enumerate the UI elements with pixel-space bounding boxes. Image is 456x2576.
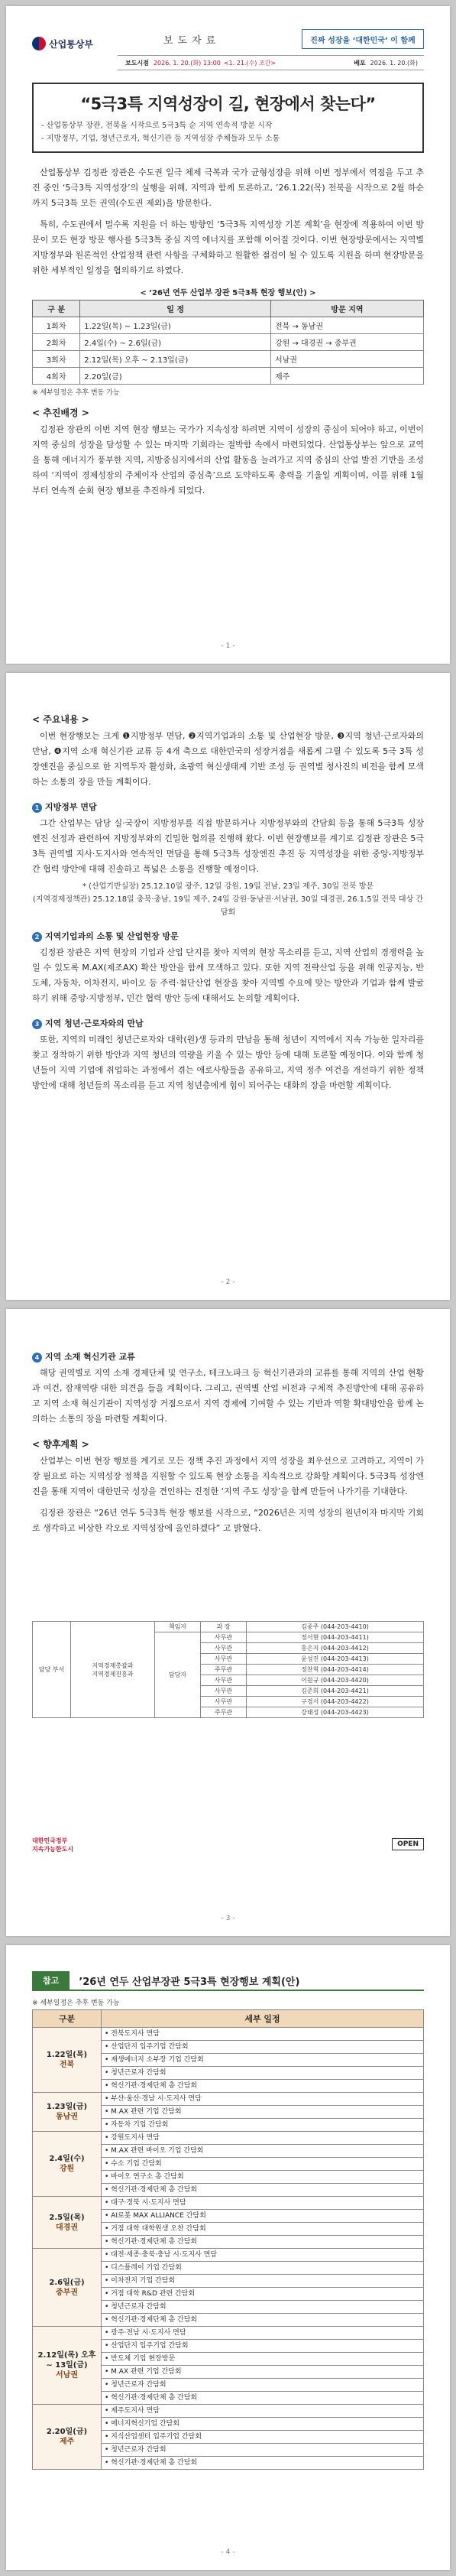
- schedule-day-cell: [33, 2028, 102, 2093]
- page2-body: [32, 707, 424, 1093]
- schedule-item-text: 이차전지 기업 간담회: [111, 2277, 176, 2285]
- background-paragraph: 김정관 장관의 이번 지역 현장 행보는 국가가 지속성장 하려면 지역이 성장의 중심이 되어야 하고, 이번이 지역 중심의 성장을 담성할 수 있는 마지막 기회라는 절박함 속에서 마련되었다. 산업통상부는 앞으로 교역을 통해 에너지가 풍부한 지역, 지방중심지에서의 산업 활동을 늘려가고 지역 중심의 산업 발전 기반을 조성하여 ‘지역이 경제성장의 주체이자 산업의 중심축’으로 도약하도록 총력을 기울일 계획이며, 이를 위해 1월부터 연속적 순회 현장 행보를 추진하게 되었다.: [32, 424, 424, 495]
- headline: “5극3특 지역성장이 길, 현장에서 찾는다”: [80, 95, 376, 113]
- schedule-item: [102, 2301, 424, 2314]
- schedule-item-text: 바이오 연구소 총 간담회: [111, 2173, 184, 2181]
- schedule-day-cell: [33, 2093, 102, 2132]
- open-license-badge: OPEN: [392, 1838, 424, 1850]
- item-1-title-text: 지방정부 면담: [45, 802, 97, 812]
- schedule-item: [102, 2041, 424, 2054]
- schedule-item-text: 청년근로자 간담회: [111, 2381, 167, 2389]
- position: 사무관: [201, 1632, 247, 1643]
- position: 사무관: [201, 1675, 247, 1686]
- page-number: - 3 -: [221, 1915, 235, 1922]
- schedule-item-text: 제주도지사 면담: [111, 2407, 160, 2415]
- cell: 2.20일(금): [80, 368, 271, 385]
- table-row: [33, 317, 424, 334]
- dept-name: 지역경제총괄과 지역경제진흥과: [71, 1622, 155, 1718]
- cell: 1회차: [33, 317, 80, 334]
- item-3-title: [32, 1017, 424, 1029]
- person: 홍은지 (044-203-4412): [247, 1643, 424, 1654]
- role-label: 책임자: [155, 1622, 201, 1632]
- schedule-item: [102, 2197, 424, 2210]
- intro-paragraph-2: 특히, 수도권에서 멀수록 지원을 더 하는 방향인 ‘5극3특 지역성장 기본 계획’을 현장에 적용하여 이번 방문이 모든 현장 방문 행사를 5극3특 중심 지역 에너지를 포함해 이어질 것이다. 이번 현장방문에서는 지역별 지방정부와 원론적인 산업정책 관련 사항을 구체화하고 원활한 점검이 될 수 있도록 지원을 하며 현장방문을 위한 세부적인 일정을 협의하기로 하였다.: [32, 219, 424, 275]
- schedule-date: 2.20일(금): [46, 2428, 88, 2436]
- bullet-icon: •: [105, 2121, 112, 2129]
- taegeuk-icon: [32, 37, 46, 50]
- subtitle-2: - 지방정부, 기업, 청년근로자, 혁신기관 등 지역성장 주체들과 모두 소통: [41, 135, 280, 143]
- schedule-item: [102, 2340, 424, 2353]
- bullet-icon: •: [105, 2394, 112, 2402]
- subtitle-1: - 산업통상부 장관, 전북을 시작으로 5극3특 순 지역 연속적 방문 시작: [41, 122, 273, 130]
- cell: 제주: [270, 368, 423, 385]
- bullet-icon: •: [105, 2459, 112, 2467]
- schedule-item: [102, 2106, 424, 2119]
- bullet-icon: •: [105, 2277, 112, 2285]
- schedule-item-text: 전북도지사 면담: [111, 2030, 160, 2038]
- page-number: - 2 -: [221, 1278, 235, 1286]
- schedule-item: [102, 2431, 424, 2444]
- schedule-item-text: 혁신기관·경제단체 총 간담회: [111, 2082, 198, 2090]
- distribution-label: 배포: [354, 59, 366, 67]
- th-category: 구 분: [33, 300, 80, 317]
- schedule-day-cell: [33, 2405, 102, 2470]
- schedule-item-text: M.AX 관련 기업 간담회: [111, 2368, 182, 2376]
- schedule-day-cell: [33, 2327, 102, 2405]
- press-header: [32, 29, 424, 72]
- item-4-body: 해당 권역별로 지역 소재 경제단체 및 연구소, 테크노파크 등 혁신기관과의 교류를 통해 지역의 산업 현황과 여건, 잠재역량 대한 의견을 들을 계획이다. 그리고, 권역별 산업 비전과 구체적 추진방안에 대해 공유하고 지역 소재 혁신기관이 지역성장 거점으로서 지역 경제에 기여할 수 있는 기반과 역할 확대방안을 함께 논의하는 소통의 장을 마련할 계획이다.: [32, 1368, 424, 1424]
- th-region: 방문 지역: [270, 300, 423, 317]
- position: 주무관: [201, 1665, 247, 1675]
- schedule-item: [102, 2418, 424, 2431]
- item-1-body: 그간 산업부는 담당 실·국장이 지방정부를 직접 방문하거나 지방정부와의 간담회 등을 통해 5극3특 성장엔진 선정과 관련하여 지방정부와의 긴밀한 협의를 진행해 왔다. 이번 현장행보를 계기로 김정관 장관은 5극3특 권역별 지사·도지사와 연속적인 면담을 통해 5극3특 성장엔진 추진 등 지역성장을 위한 중앙-지방정부 간 협력 방안에 대해 진솔하고 폭넓은 소통을 진행할 예정이다.: [32, 818, 424, 874]
- table-row: [33, 2028, 424, 2041]
- position: 과 장: [201, 1622, 247, 1632]
- bullet-icon: •: [105, 2251, 112, 2259]
- bullet-icon: •: [105, 2420, 112, 2428]
- section-plan-title: < 향후계획 >: [32, 1439, 89, 1450]
- person: 김준희 (044-203-4421): [247, 1686, 424, 1697]
- schedule-region: 동남권: [56, 2113, 78, 2121]
- schedule-item-text: 강원도지사 면담: [111, 2134, 160, 2142]
- bullet-icon: •: [105, 2446, 112, 2454]
- release-time-sub: <1. 21.(수) 조간>: [223, 59, 277, 67]
- schedule-item: [102, 2405, 424, 2418]
- schedule-item-text: 재생에너지 소부장 기업 간담회: [111, 2056, 204, 2064]
- schedule-item-text: 청년근로자 간담회: [111, 2069, 167, 2077]
- reference-title: ’26년 연두 산업부장관 5극3특 현장행보 계획(안): [79, 1976, 300, 1988]
- schedule-date: 2.12일(목) 오후 ~ 13일(금): [37, 2351, 96, 2370]
- schedule-day-cell: [33, 2249, 102, 2327]
- schedule-item: [102, 2119, 424, 2132]
- bullet-icon: •: [105, 2173, 112, 2181]
- bullet-icon: •: [105, 2082, 112, 2090]
- number-badge-icon: 1: [32, 803, 42, 813]
- bullet-icon: •: [105, 2368, 112, 2376]
- schedule-item-text: 대구·경북 시·도지사 면담: [111, 2199, 186, 2207]
- schedule-item-text: 지식산업센터 입주기업 간담회: [111, 2433, 202, 2441]
- schedule-day-cell: [33, 2132, 102, 2197]
- cell: 3회차: [33, 351, 80, 368]
- reference-table-wrap: [32, 2009, 424, 2470]
- number-badge-icon: 4: [32, 1353, 42, 1363]
- gov-brand-logo: 대한민국정부 지속가능한도시: [32, 1837, 74, 1853]
- bullet-icon: •: [105, 2030, 112, 2038]
- schedule-item: [102, 2288, 424, 2301]
- item-2-title: [32, 930, 424, 942]
- item-1-schedule-note: * (산업기반실장) 25.12.10일 광주, 12일 강원, 19일 전남, 23일 제주, 30일 전북 방문 (지역경제정책관) 25.12.18일 충북·충남, 19일 제주, 24일 강원·동남권·서남권, 30일 대경권, 26.1.5일 전북 대상 간담회: [32, 882, 424, 917]
- bullet-icon: •: [105, 2095, 112, 2103]
- cell: 강원 → 대경권 → 중부권: [270, 334, 423, 351]
- schedule-item: [102, 2236, 424, 2249]
- person: 구경서 (044-203-4422): [247, 1697, 424, 1707]
- schedule-region: 중부권: [56, 2288, 78, 2297]
- release-meta: [118, 55, 424, 70]
- cell: 1.22일(목) ~ 1.23일(금): [80, 317, 271, 334]
- schedule-date: 2.6일(금): [49, 2278, 85, 2287]
- schedule-region: 대경권: [56, 2223, 78, 2232]
- bullet-icon: •: [105, 2225, 112, 2233]
- bullet-icon: •: [105, 2186, 112, 2194]
- table-row: [33, 2327, 424, 2340]
- bullet-icon: •: [105, 2433, 112, 2441]
- plan-paragraph-2: 김정관 장관은 “26년 연두 5극3특 현장 행보를 시작으로, “2026년은 지역 성장의 원년이자 마지막 기회로 생각하고 비상한 각오로 지역성장에 올인하겠다” 고 밝혔다.: [32, 1508, 424, 1533]
- schedule-item-text: 산업단지 입주기업 간담회: [111, 2342, 189, 2350]
- schedule-item-text: 혁신기관·경제단체 총 간담회: [111, 2238, 198, 2246]
- person: 이원규 (044-203-4420): [247, 1675, 424, 1686]
- schedule-date: 1.23일(금): [46, 2103, 88, 2111]
- bullet-icon: •: [105, 2069, 112, 2077]
- schedule-item: [102, 2028, 424, 2041]
- role-label: 담당자: [155, 1632, 201, 1718]
- footer-logos: [32, 1837, 424, 1860]
- schedule-item: [102, 2366, 424, 2379]
- schedule-item-text: 디스플레이 기업 간담회: [111, 2264, 182, 2272]
- schedule-item: [102, 2353, 424, 2366]
- position: 사무관: [201, 1654, 247, 1665]
- plan-paragraph-1: 산업부는 이번 현장 행보를 계기로 모든 정책 추진 과정에서 지역 성장을 최우선으로 고려하고, 지역이 가장 필요로 하는 지역성장 정책을 지원할 수 있도록 현장 소통을 지속적으로 강화할 계획이다. 5극3특 성장엔진을 통해 지역이 대한민국 성장을 견인하는 진정한 ‘지역 주도 성장’을 함께 만들어 나가기를 기대한다.: [32, 1456, 424, 1496]
- th-schedule: 일 정: [80, 300, 271, 317]
- bullet-icon: •: [105, 2043, 112, 2051]
- item-3-body: 또한, 지역의 미래인 청년근로자와 대학(원)생 등과의 만남을 통해 청년이 지역에서 지속 가능한 일자리를 찾고 정착하기 위한 방안과 지역 청년의 역량을 키울 수 있는 방안 등에 대해 토론할 예정이다. 이와 함께 청년들이 지역 기업에 취업하는 과정에서 겪는 애로사항들을 공유하고, 지역 정주 여건을 개선하기 위한 정책 방안에 대해 청년들의 목소리를 듣고 지역 청년층에게 힘이 되어주는 대화의 장을 마련할 계획이다.: [32, 1035, 424, 1090]
- bullet-icon: •: [105, 2264, 112, 2272]
- schedule-table: [32, 300, 424, 385]
- reference-header: [32, 1971, 424, 1991]
- headline-box: [32, 83, 424, 153]
- item-2-title-text: 지역기업과의 소통 및 산업현장 방문: [45, 931, 179, 941]
- schedule-item: [102, 2145, 424, 2158]
- table-row: [33, 351, 424, 368]
- schedule-item-text: 거점 대학 R&D 관련 간담회: [111, 2290, 196, 2298]
- slogan-banner: 진짜 성장을 ‘대한민국’ 이 함께: [302, 29, 424, 49]
- schedule-table-caption: < ’26년 연두 산업부 장관 5극3특 현장 행보(안) >: [140, 289, 316, 297]
- schedule-item-text: M.AX 관련 기업 간담회: [111, 2108, 182, 2116]
- bullet-icon: •: [105, 2316, 112, 2324]
- bullet-icon: •: [105, 2212, 112, 2220]
- schedule-item-text: 반도체 기업 현장방문: [111, 2355, 176, 2363]
- schedule-item-text: AI로봇 MAX ALLIANCE 간담회: [111, 2212, 206, 2220]
- bullet-icon: •: [105, 2355, 112, 2363]
- table-row: [33, 2405, 424, 2418]
- schedule-item: [102, 2184, 424, 2197]
- table-row: [33, 2093, 424, 2106]
- schedule-item-text: 혁신기관·경제단체 총 간담회: [111, 2394, 198, 2402]
- schedule-day-cell: [33, 2197, 102, 2249]
- schedule-item: [102, 2275, 424, 2288]
- number-badge-icon: 2: [32, 932, 42, 942]
- detailed-schedule-table: [32, 2009, 424, 2470]
- table-row: [33, 2132, 424, 2145]
- schedule-date: 2.5일(목): [49, 2213, 85, 2222]
- doc-kind: 보도자료: [163, 35, 221, 47]
- schedule-item-text: 혁신기관·경제단체 총 간담회: [111, 2316, 198, 2324]
- schedule-item-text: 혁신기관·경제단체 총 간담회: [111, 2186, 198, 2194]
- schedule-item: [102, 2158, 424, 2171]
- person: 윤성진 (044-203-4413): [247, 1654, 424, 1665]
- table-note: ※ 세부일정은 추후 변동 가능: [32, 389, 120, 397]
- table-row: [33, 334, 424, 351]
- schedule-item: [102, 2262, 424, 2275]
- schedule-region: 서남권: [56, 2371, 78, 2379]
- table-row: [33, 2249, 424, 2262]
- cell: 2.4일(수) ~ 2.6일(금): [80, 334, 271, 351]
- schedule-region: 강원: [59, 2165, 75, 2173]
- bullet-icon: •: [105, 2108, 112, 2116]
- schedule-item-text: 대전·세종·충북·충남 시·도지사 면담: [111, 2251, 218, 2259]
- schedule-item-text: 산업단지 입주기업 간담회: [111, 2043, 189, 2051]
- schedule-item: [102, 2392, 424, 2405]
- position: 주무관: [201, 1707, 247, 1718]
- item-4-title-text: 지역 소재 혁신기관 교류: [45, 1352, 135, 1362]
- bullet-icon: •: [105, 2329, 112, 2337]
- schedule-item-text: 광주·전남 시·도지사 면담: [111, 2329, 186, 2337]
- bullet-icon: •: [105, 2381, 112, 2389]
- cell: 4회차: [33, 368, 80, 385]
- schedule-item: [102, 2249, 424, 2262]
- bullet-icon: •: [105, 2147, 112, 2155]
- main-intro-paragraph: 이번 현장행보는 크게 ❶지방정부 면담, ❷지역기업과의 소통 및 산업현장 방문, ❸지역 청년·근로자와의 만남, ❹지역 소재 혁신기관 교류 등 4개 축으로 대한민국의 성장거점을 새롭게 그릴 수 있도록 5극 3특 성장엔진을 중심으로 한 지역투자 활성화, 초광역 혁신생태계 기반 조성 등 권역별 청사진의 비전을 함께 모색하는 소통의 장을 만들 계획이다.: [32, 731, 424, 787]
- schedule-item: [102, 2223, 424, 2236]
- item-3-title-text: 지역 청년·근로자와의 만남: [45, 1018, 144, 1028]
- position: 사무관: [201, 1643, 247, 1654]
- ministry-logo: [32, 34, 118, 54]
- release-time-value: 2026. 1. 20.(화) 13:00: [153, 59, 221, 67]
- bullet-icon: •: [105, 2303, 112, 2311]
- person: 정서현 (044-203-4411): [247, 1632, 424, 1643]
- page-2: [6, 673, 450, 1300]
- schedule-item-text: 수소 기업 간담회: [111, 2160, 162, 2168]
- dept-label: 담당 부서: [33, 1622, 71, 1718]
- position: 사무관: [201, 1697, 247, 1707]
- bullet-icon: •: [105, 2199, 112, 2207]
- schedule-item-text: 청년근로자 간담회: [111, 2303, 167, 2311]
- number-badge-icon: 3: [32, 1019, 42, 1029]
- page3-body: [32, 1343, 424, 1536]
- release-time-label: 보도시점: [125, 59, 149, 67]
- th-details: 세부 일정: [102, 2010, 424, 2028]
- page-3: [6, 1309, 450, 1936]
- item-4-title: [32, 1350, 424, 1363]
- item-2-body: 김정관 장관은 지역 현장의 기업과 산업 단지를 찾아 지역의 현장 목소리를 듣고, 지역 산업의 경쟁력을 높일 수 있도록 M.AX(제조AX) 확산 방안을 함께 모색하고 있다. 또한 지역 전략산업 등을 위해 인공지능, 반도체, 자동차, 이차전지, 바이오 등 주력·첨단산업 현장을 찾아 지역별 수요에 맞는 방안과 기업과 함께 발굴하기 위해 중앙·지방정부, 민간 협력 방안 등에 대해서도 논의할 계획이다.: [32, 947, 424, 1003]
- person: 정찬혁 (044-203-4414): [247, 1665, 424, 1675]
- schedule-item: [102, 2080, 424, 2093]
- th-category: 구분: [33, 2010, 102, 2028]
- schedule-item: [102, 2210, 424, 2223]
- schedule-date: 1.22일(목): [46, 2051, 88, 2059]
- page-1: [6, 6, 450, 664]
- table-row: [33, 2197, 424, 2210]
- schedule-item-text: 자동차 기업 간담회: [111, 2121, 169, 2129]
- person: 강태성 (044-203-4423): [247, 1707, 424, 1718]
- section-background-title: < 추진배경 >: [32, 408, 89, 418]
- schedule-item-text: 에너지혁신기업 간담회: [111, 2420, 179, 2428]
- intro-paragraph-1: 산업통상부 김정관 장관은 수도권 일극 체제 극복과 국가 균형성장을 위해 이번 정부에서 역점을 두고 추진 중인 ‘5극3특 지역성장’의 실행을 위해, 지역과 함께 토론하고, ’26.1.22(목) 전북을 시작으로 2월 하순까지 5극3특 모든 권역(수도권 제외)을 방문한다.: [32, 167, 424, 208]
- section-main-title: < 주요내용 >: [32, 714, 89, 725]
- schedule-region: 전북: [59, 2061, 75, 2069]
- schedule-item-text: 부산·울산·경남 시·도지사 면담: [111, 2095, 202, 2103]
- schedule-item: [102, 2314, 424, 2327]
- position: 사무관: [201, 1686, 247, 1697]
- contact-table: [32, 1621, 424, 1718]
- reference-tag: 참고: [32, 1971, 70, 1990]
- schedule-item: [102, 2093, 424, 2106]
- page1-body: [32, 165, 424, 499]
- bullet-icon: •: [105, 2056, 112, 2064]
- schedule-item: [102, 2379, 424, 2392]
- schedule-region: 제주: [59, 2438, 75, 2446]
- schedule-item: [102, 2327, 424, 2340]
- bullet-icon: •: [105, 2342, 112, 2350]
- bullet-icon: •: [105, 2134, 112, 2142]
- reference-note: ※ 세부일정은 추후 변동 가능: [32, 1999, 120, 2007]
- page-number: - 4 -: [221, 2548, 235, 2556]
- bullet-icon: •: [105, 2160, 112, 2168]
- cell: 2.12일(목) 오후 ~ 2.13일(금): [80, 351, 271, 368]
- cell: 서남권: [270, 351, 423, 368]
- contact-table-wrap: [32, 1621, 424, 1718]
- schedule-item: [102, 2444, 424, 2457]
- schedule-date: 2.4일(수): [49, 2155, 85, 2163]
- bullet-icon: •: [105, 2238, 112, 2246]
- distribution-value: 2026. 1. 20.(화): [370, 59, 418, 67]
- logo-text: 산업통상부: [49, 38, 93, 50]
- table-row: [33, 1622, 424, 1632]
- schedule-item: [102, 2457, 424, 2470]
- schedule-item: [102, 2067, 424, 2080]
- page-number: - 1 -: [221, 642, 235, 650]
- schedule-item: [102, 2171, 424, 2184]
- table-row: [33, 368, 424, 385]
- cell: 2회차: [33, 334, 80, 351]
- page-4: [6, 1945, 450, 2570]
- schedule-item-text: 거점 대학 대학원생 오찬 간담회: [111, 2225, 206, 2233]
- cell: 전북 → 동남권: [270, 317, 423, 334]
- person: 김종주 (044-203-4410): [247, 1622, 424, 1632]
- schedule-item: [102, 2054, 424, 2067]
- schedule-item-text: 혁신기관·경제단체 총 간담회: [111, 2459, 198, 2467]
- item-1-title: [32, 801, 424, 813]
- schedule-item: [102, 2132, 424, 2145]
- schedule-item-text: 청년근로자 간담회: [111, 2446, 167, 2454]
- schedule-item-text: M.AX 관련 바이오 기업 간담회: [111, 2147, 204, 2155]
- bullet-icon: •: [105, 2407, 112, 2415]
- bullet-icon: •: [105, 2290, 112, 2298]
